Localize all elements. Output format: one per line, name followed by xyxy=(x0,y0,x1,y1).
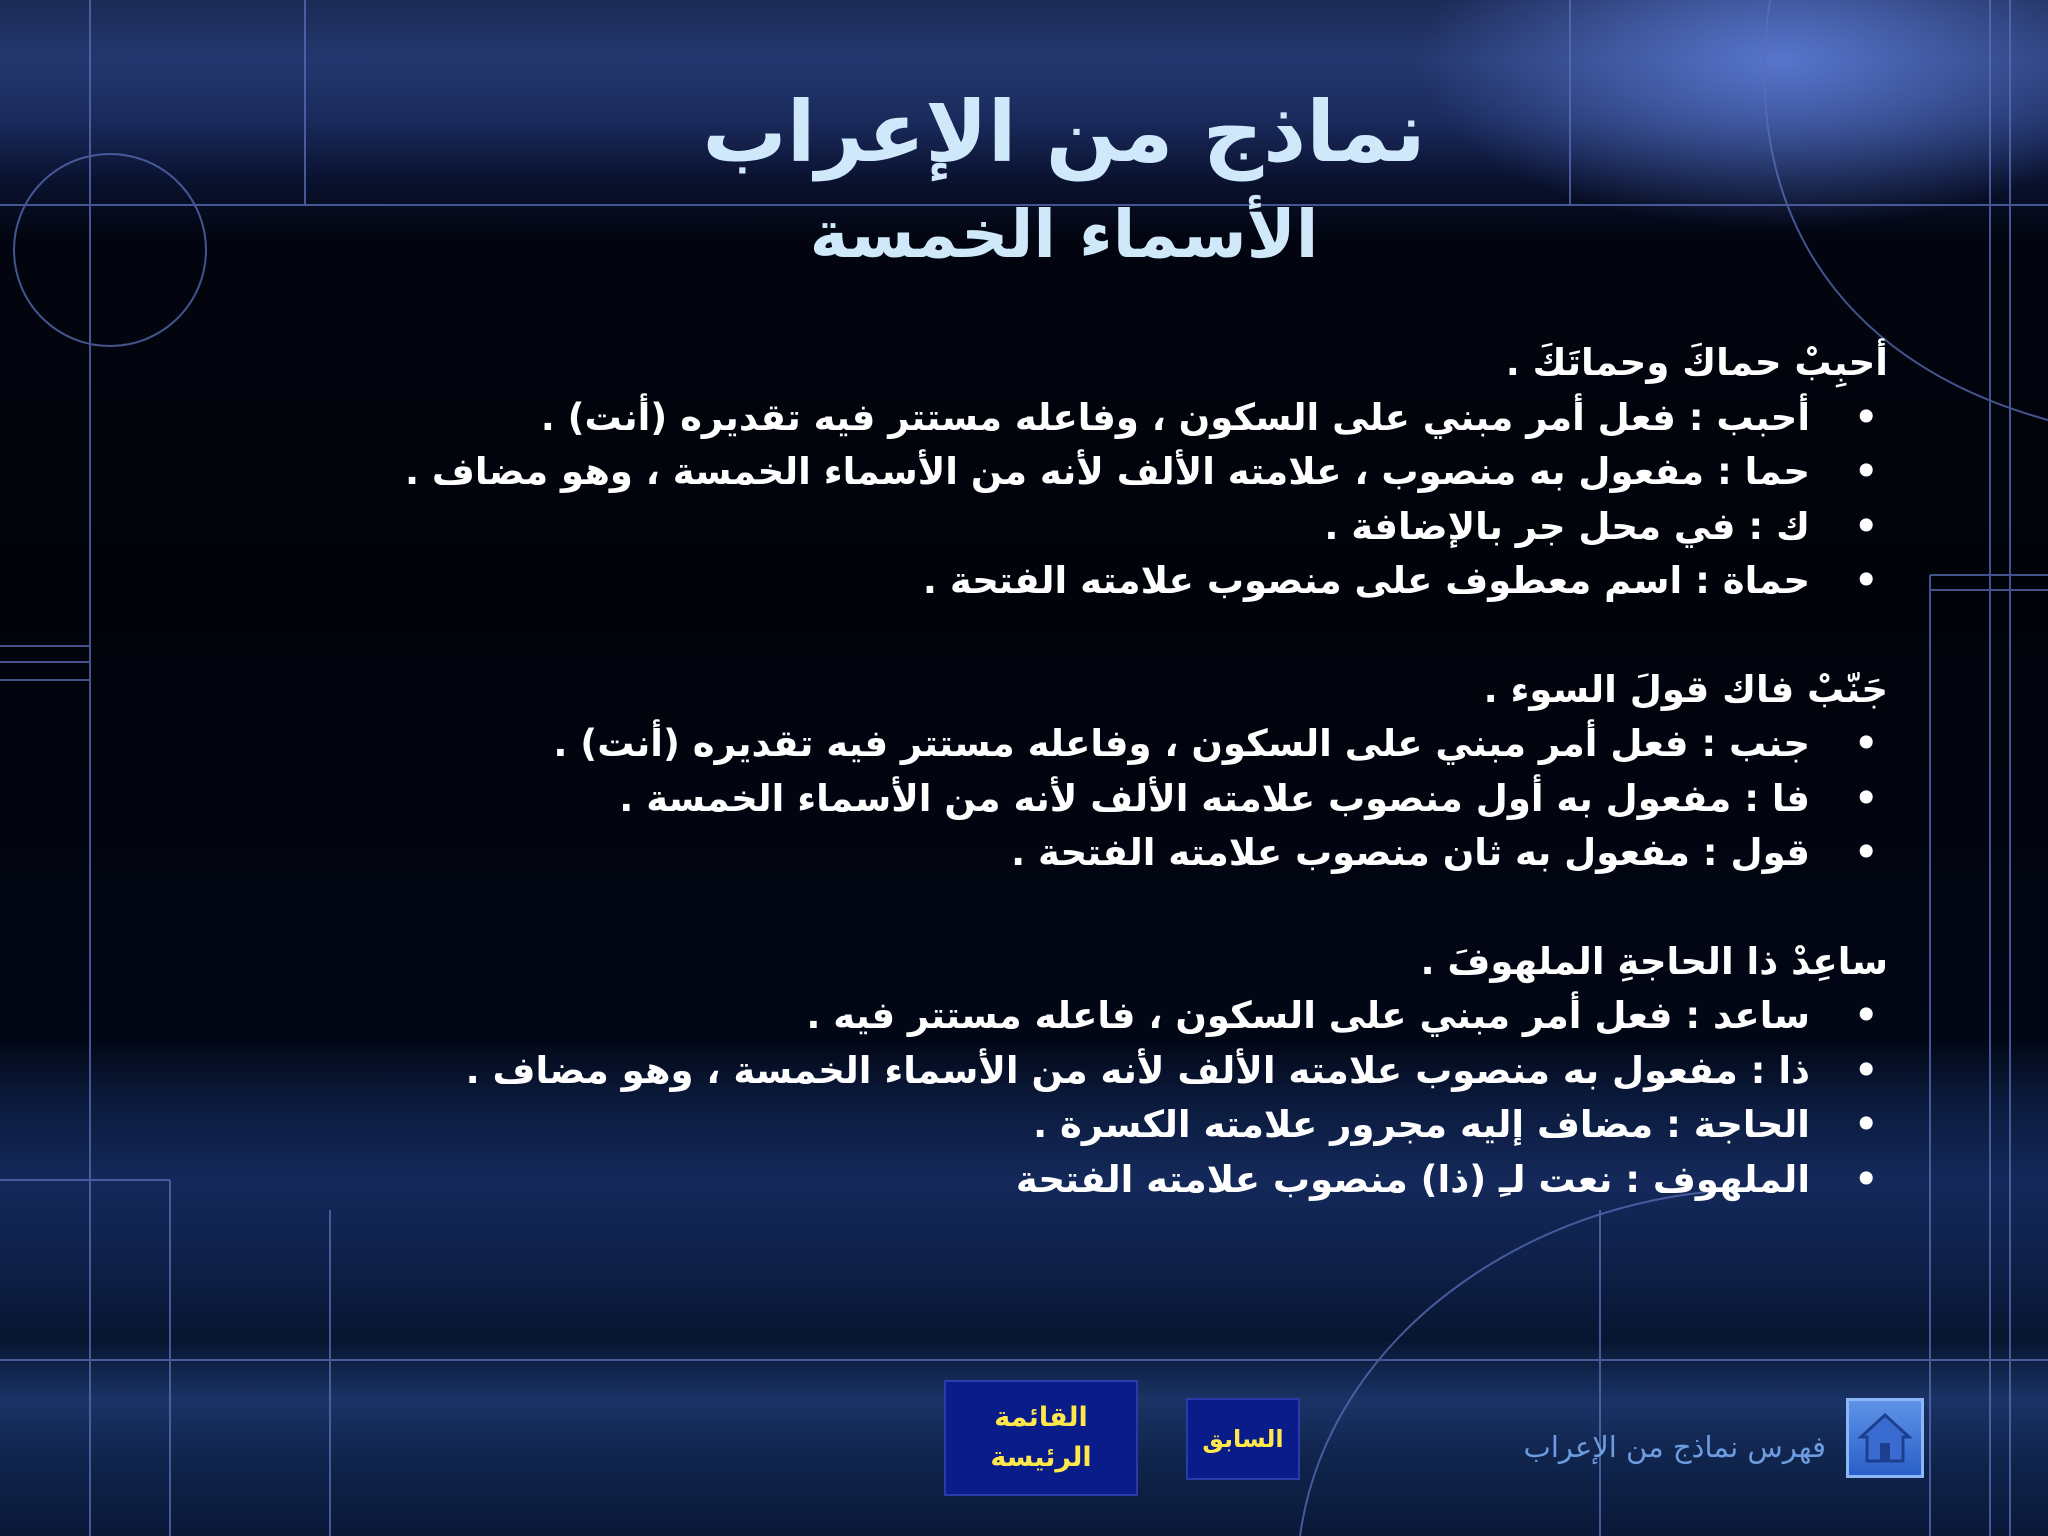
list-item-text: ساعد : فعل أمر مبني على السكون ، فاعله مستتر فيه . xyxy=(806,994,1810,1037)
list-item xyxy=(128,717,1888,772)
list-item-text: قول : مفعول به ثان منصوب علامته الفتحة . xyxy=(1011,831,1810,874)
list-item xyxy=(128,1098,1888,1153)
page-subtitle: الأسماء الخمسة xyxy=(809,196,1319,273)
list-item-text: الملهوف : نعت لـِ (ذا) منصوب علامته الفتحة xyxy=(1015,1157,1810,1201)
bullet-icon: • xyxy=(1854,831,1878,874)
bullet-icon: • xyxy=(1854,994,1878,1037)
list-item-text: الحاجة : مضاف إليه مجرور علامته الكسرة . xyxy=(1033,1103,1810,1146)
bullet-icon: • xyxy=(1854,722,1878,765)
list-item-text: أحبب : فعل أمر مبني على السكون ، وفاعله مستتر فيه تقديره (أنت) . xyxy=(540,395,1810,439)
list-item xyxy=(128,391,1888,446)
page-title: نماذج من الإعراب xyxy=(702,83,1426,181)
list-item-text: حما : مفعول به منصوب ، علامته الألف لأنه من الأسماء الخمسة ، وهو مضاف . xyxy=(404,450,1810,493)
main-menu-button-label: القائمة الرئيسة xyxy=(990,1402,1092,1473)
bullet-icon: • xyxy=(1854,559,1878,602)
example-block-3 xyxy=(128,935,1888,1208)
example-sentence: ساعِدْ ذا الحاجةِ الملهوفَ . xyxy=(1420,939,1888,983)
example-sentence: أحبِبْ حماكَ وحماتَكَ . xyxy=(1505,341,1888,384)
list-item xyxy=(128,1153,1888,1208)
previous-button-label: السابق xyxy=(1202,1425,1284,1453)
home-icon xyxy=(1849,1401,1921,1475)
list-item xyxy=(128,772,1888,827)
content-area xyxy=(128,336,1888,1261)
bullet-icon: • xyxy=(1854,776,1878,820)
bullet-icon: • xyxy=(1854,450,1878,493)
list-item xyxy=(128,989,1888,1044)
list-item-text: ذا : مفعول به منصوب علامته الألف لأنه من الأسماء الخمسة ، وهو مضاف . xyxy=(465,1048,1810,1092)
analysis-list xyxy=(128,391,1888,609)
example-block-1 xyxy=(128,336,1888,609)
list-item xyxy=(128,826,1888,881)
previous-button[interactable] xyxy=(1186,1398,1300,1480)
example-block-2 xyxy=(128,663,1888,881)
list-item xyxy=(128,1044,1888,1099)
list-item-text: ك : في محل جر بالإضافة . xyxy=(1324,504,1810,548)
analysis-list xyxy=(128,717,1888,881)
analysis-list xyxy=(128,989,1888,1207)
bullet-icon: • xyxy=(1854,1048,1878,1092)
index-link[interactable]: فهرس نماذج من الإعراب xyxy=(1523,1430,1826,1464)
list-item xyxy=(128,554,1888,609)
bullet-icon: • xyxy=(1854,1103,1878,1146)
bullet-icon: • xyxy=(1854,1157,1878,1201)
bullet-icon: • xyxy=(1854,395,1878,439)
list-item xyxy=(128,500,1888,555)
main-menu-button[interactable] xyxy=(944,1380,1138,1496)
list-item-text: حماة : اسم معطوف على منصوب علامته الفتحة . xyxy=(922,559,1810,602)
list-item xyxy=(128,445,1888,500)
list-item-text: جنب : فعل أمر مبني على السكون ، وفاعله مستتر فيه تقديره (أنت) . xyxy=(553,722,1810,765)
example-sentence: جَنّبْ فاك قولَ السوء . xyxy=(1483,667,1888,711)
bullet-icon: • xyxy=(1854,504,1878,548)
list-item-text: فا : مفعول به أول منصوب علامته الألف لأنه من الأسماء الخمسة . xyxy=(619,776,1810,820)
home-button[interactable] xyxy=(1846,1398,1924,1478)
